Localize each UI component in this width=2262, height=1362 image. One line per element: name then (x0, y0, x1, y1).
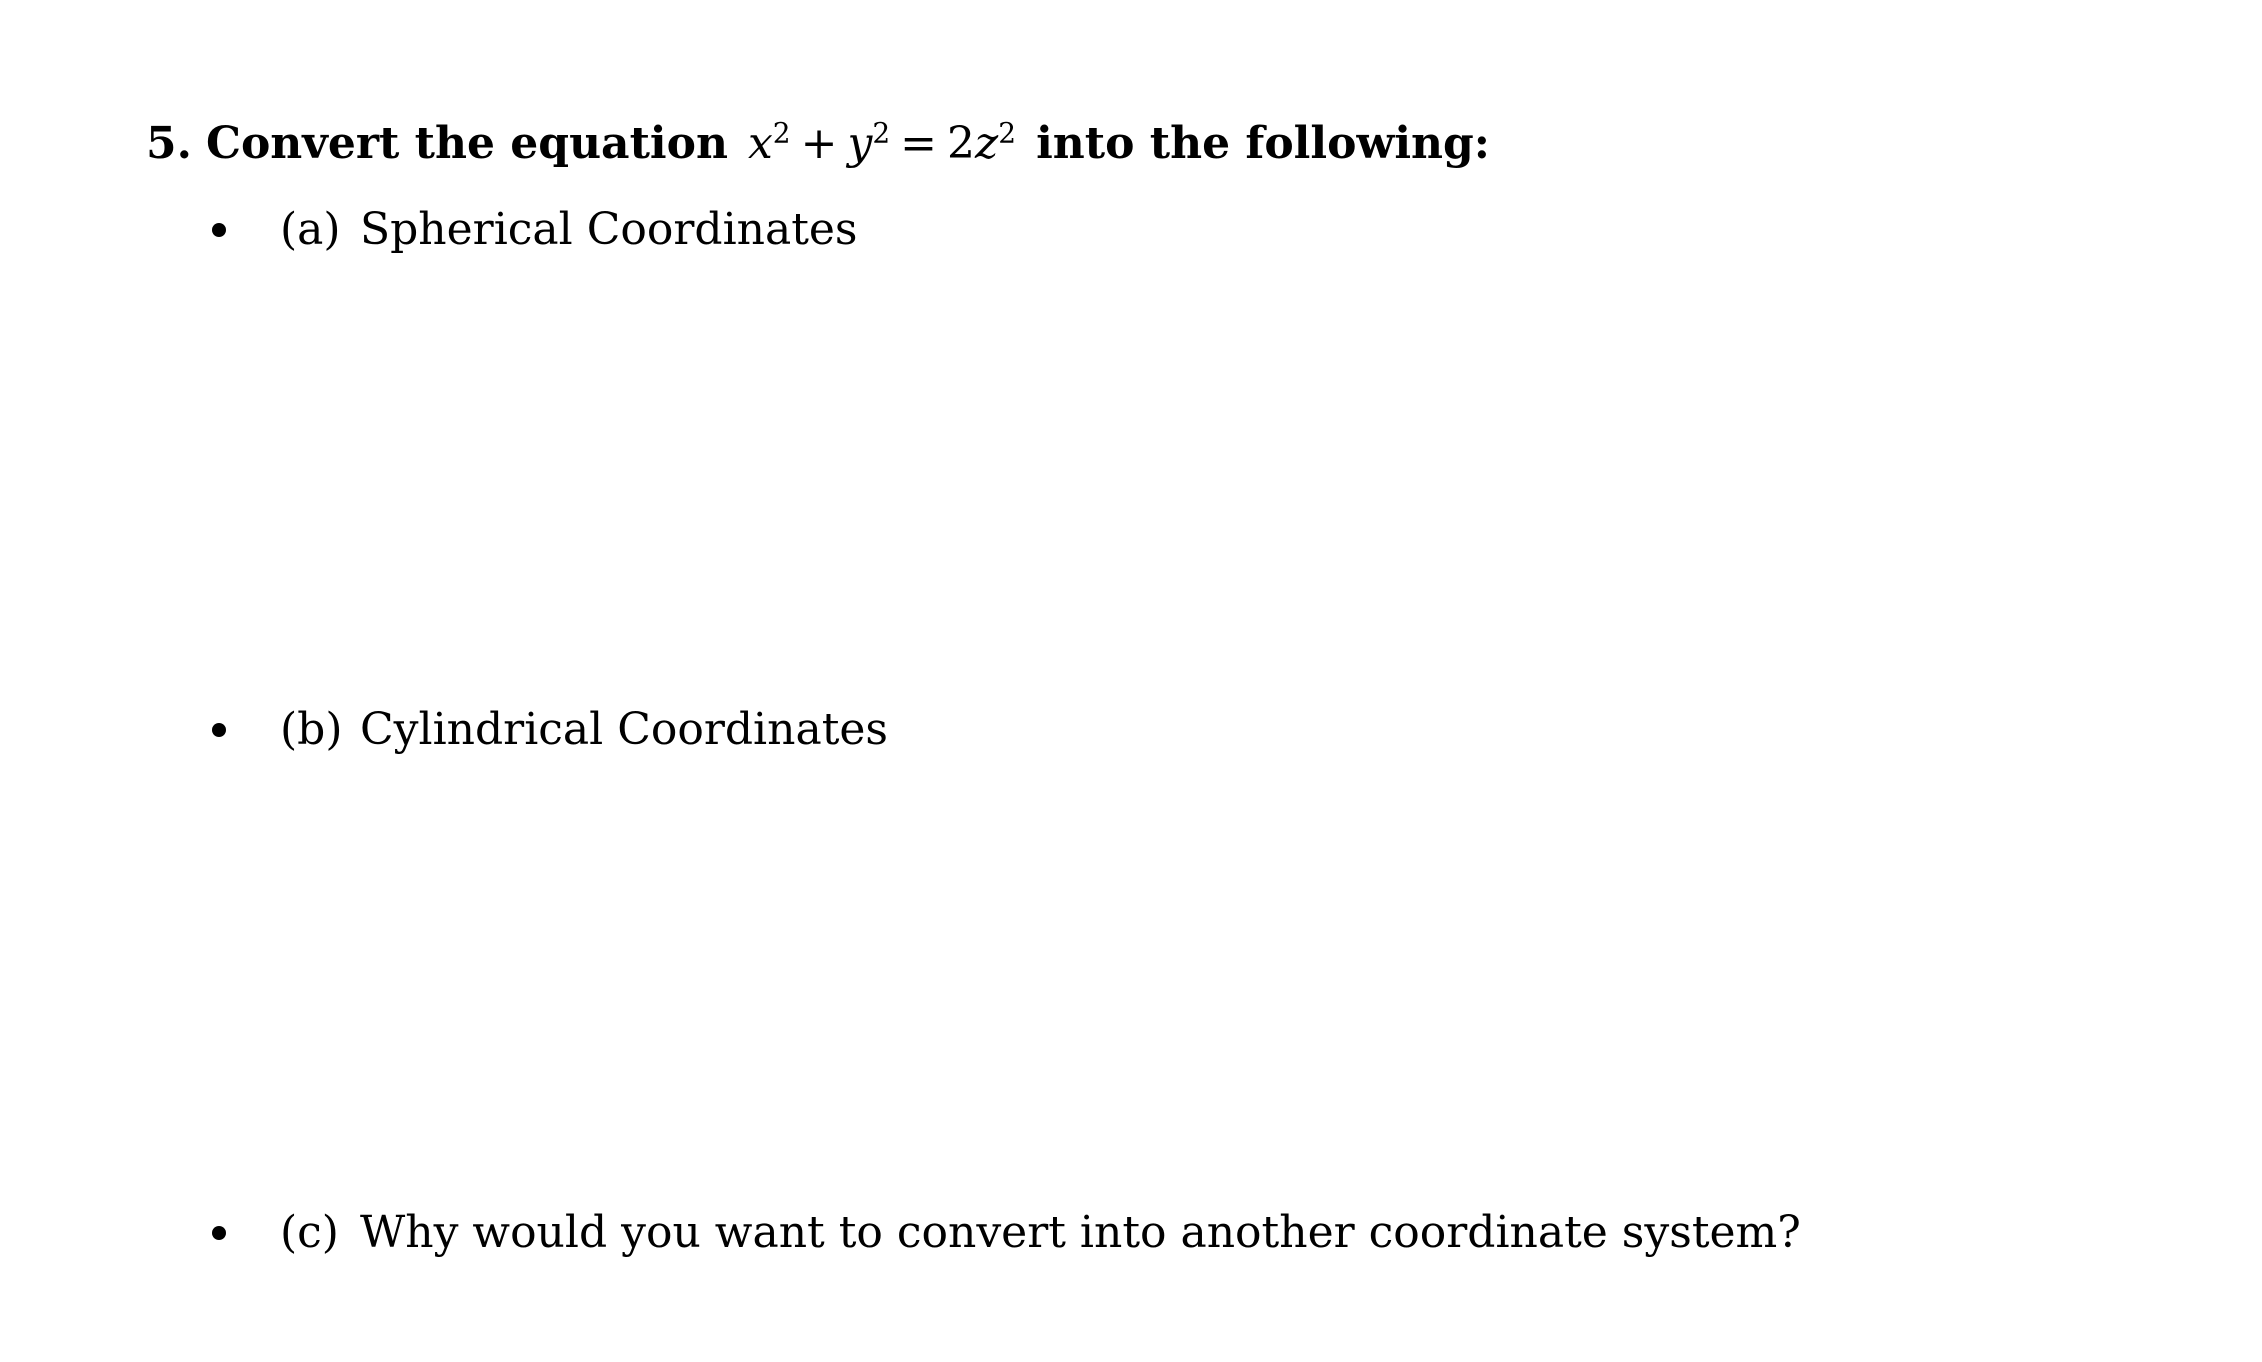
equation-exp-x: 2 (772, 116, 791, 150)
question-number: 5. (146, 118, 192, 169)
question-suffix: into the following: (1036, 118, 1491, 169)
item-text: Why would you want to convert into another coordinate system? (360, 1207, 1801, 1258)
equation (742, 118, 1022, 169)
bullet-icon (212, 1226, 226, 1240)
equation-coef: 2 (947, 118, 976, 169)
equation-var-x: x (747, 118, 773, 169)
item-label: (c) (280, 1207, 339, 1258)
question-heading (146, 108, 1490, 180)
item-text: Cylindrical Coordinates (360, 704, 888, 755)
list-item-spherical (212, 200, 858, 260)
item-text: Spherical Coordinates (360, 204, 858, 255)
equation-plus: + (800, 118, 838, 169)
equation-exp-z: 2 (998, 116, 1017, 150)
equation-var-z: z (975, 118, 999, 169)
list-item-why-convert (212, 1203, 1801, 1263)
bullet-icon (212, 223, 226, 237)
item-label: (b) (280, 704, 343, 755)
bullet-icon (212, 723, 226, 737)
list-item-cylindrical (212, 700, 888, 760)
equation-exp-y: 2 (872, 116, 891, 150)
equation-var-y: y (847, 118, 873, 169)
question-prefix: Convert the equation (205, 118, 728, 169)
item-label: (a) (280, 204, 341, 255)
equation-equals: = (900, 118, 938, 169)
